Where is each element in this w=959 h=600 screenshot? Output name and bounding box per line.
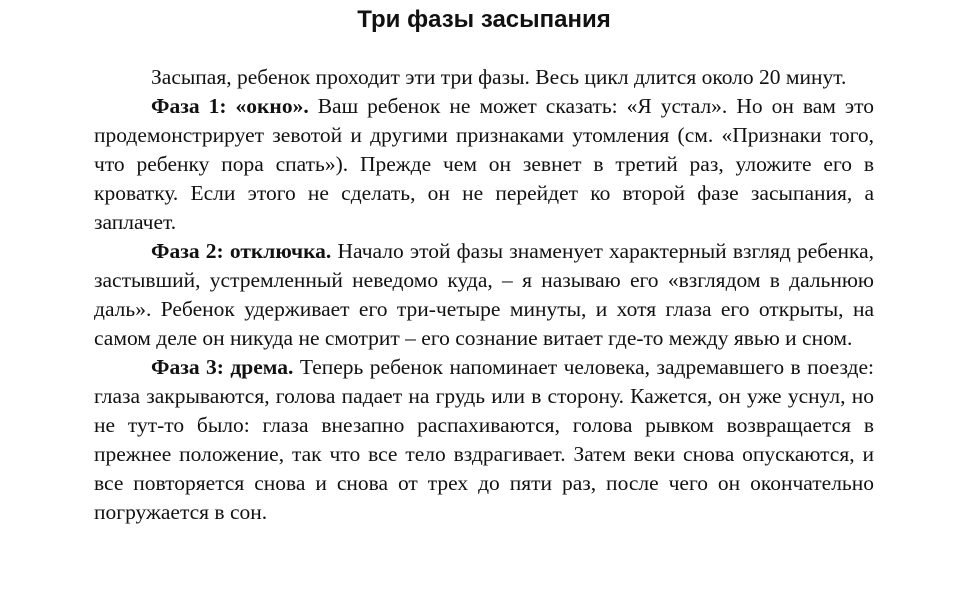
phase-1-text: Ваш ребенок не может сказать: «Я устал». Но он вам это продемонстрирует зевотой и другими признаками утомления (см. «Признаки того, что ребенку пора спать»). Прежде чем он зевнет в третий раз, уложите его в кроватку. Если этого не сделать, он не перейдет ко второй фазе засыпания, а заплачет. <box>94 94 874 234</box>
page-title: Три фазы засыпания <box>357 6 611 33</box>
phase-2-paragraph <box>94 237 874 353</box>
phase-2-heading: Фаза 2: отключка. <box>151 239 332 263</box>
intro-paragraph: Засыпая, ребенок проходит эти три фазы. Весь цикл длится около 20 минут. <box>151 65 847 89</box>
document-page <box>94 4 874 527</box>
phase-3-text: Теперь ребенок напоминает человека, задремавшего в поезде: глаза закрываются, голова падает на грудь или в сторону. Кажется, он уже уснул, но не тут-то было: глаза внезапно распахиваются, голова рывком возвращается в прежнее положение, так что все тело вздрагивает. Затем веки снова опускаются, и все повторяется снова и снова от трех до пяти раз, после чего он окончательно погружается в сон. <box>94 355 875 524</box>
phase-2-text: Начало этой фазы знаменует характерный взгляд ребенка, застывший, устремленный неведомо куда, – я называю его «взглядом в дальнюю даль». Ребенок удерживает его три-четыре минуты, и хотя глаза его открыты, на самом деле он никуда не смотрит – его сознание витает где-то между явью и сном. <box>94 239 874 350</box>
phase-3-heading: Фаза 3: дрема. <box>151 355 294 379</box>
phase-1-paragraph <box>94 92 874 237</box>
phase-3-paragraph <box>94 353 874 527</box>
phase-1-heading: Фаза 1: «окно». <box>151 94 309 118</box>
